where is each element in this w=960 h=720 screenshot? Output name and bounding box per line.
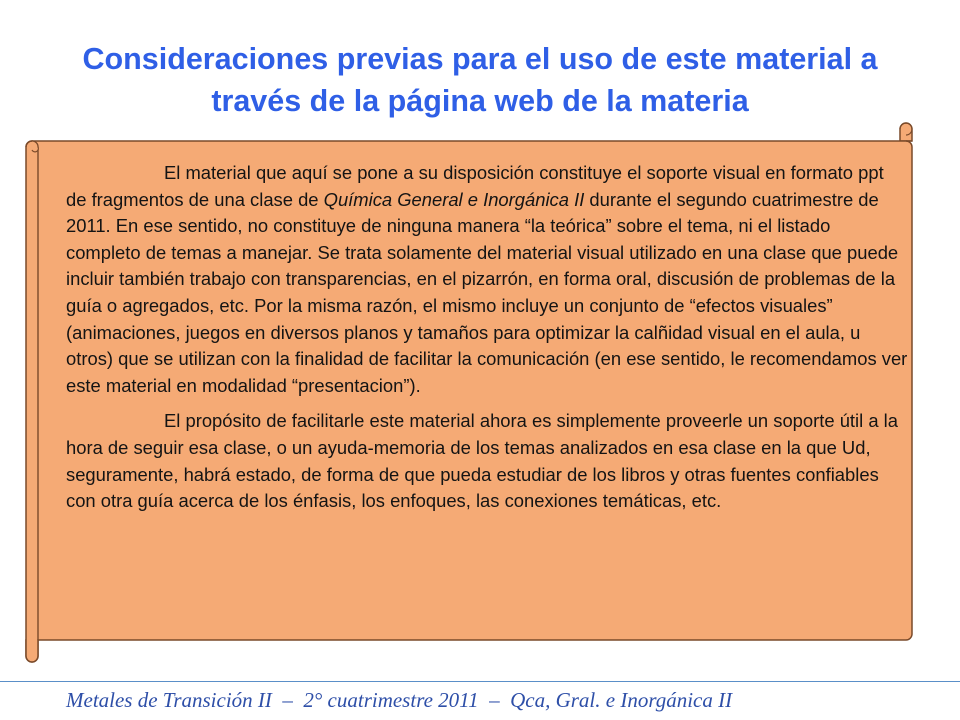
footer-divider (0, 681, 960, 682)
paragraph-1 (66, 160, 908, 399)
paragraph-1-part-b: durante el segundo cuatrimestre de 2011. En ese sentido, no constituye de ninguna manera “la teórica” sobre el tema, ni el listado completo de temas a manejar. Se trata solamente del material visual utilizado en una clase que puede incluir también trabajo con transparencias, en el pizarrón, en forma oral, discusión de problemas de la guía o agregados, etc. Por la misma razón, el mismo incluye un conjunto de “efectos visuales” (animaciones, juegos en diversos planos y tamaños para optimizar la calñidad visual en el aula, u otros) que se utilizan con la finalidad de facilitar la comunicación (en ese sentido, le recomendamos ver este material en modalidad “presentacion”). (66, 188, 908, 396)
paragraph-1-emphasis: Química General e Inorgánica II (323, 188, 585, 210)
slide-title: Consideraciones previas para el uso de este material a través de la página web de la materia (82, 42, 878, 118)
scroll-text (66, 160, 908, 515)
paragraph-1-part-a: El material que aquí se pone a su disposición constituye el soporte visual en formato ppt de fragmentos de una clase de (66, 162, 884, 210)
scroll-top-roll (900, 123, 912, 141)
paragraph-2: El propósito de facilitarle este material ahora es simplemente proveerle un soporte útil a la hora de seguir esa clase, o un ayuda-memoria de los temas analizados en esa clase en la que Ud, seguramente, habrá estado, de forma de que pueda estudiar de los libros y otras fuentes confiables con otra guía acerca de los énfasis, los enfoques, las conexiones temáticas, etc. (66, 410, 898, 512)
footer-text: Metales de Transición II – 2° cuatrimestre 2011 – Qca, Gral. e Inorgánica II (66, 688, 733, 712)
